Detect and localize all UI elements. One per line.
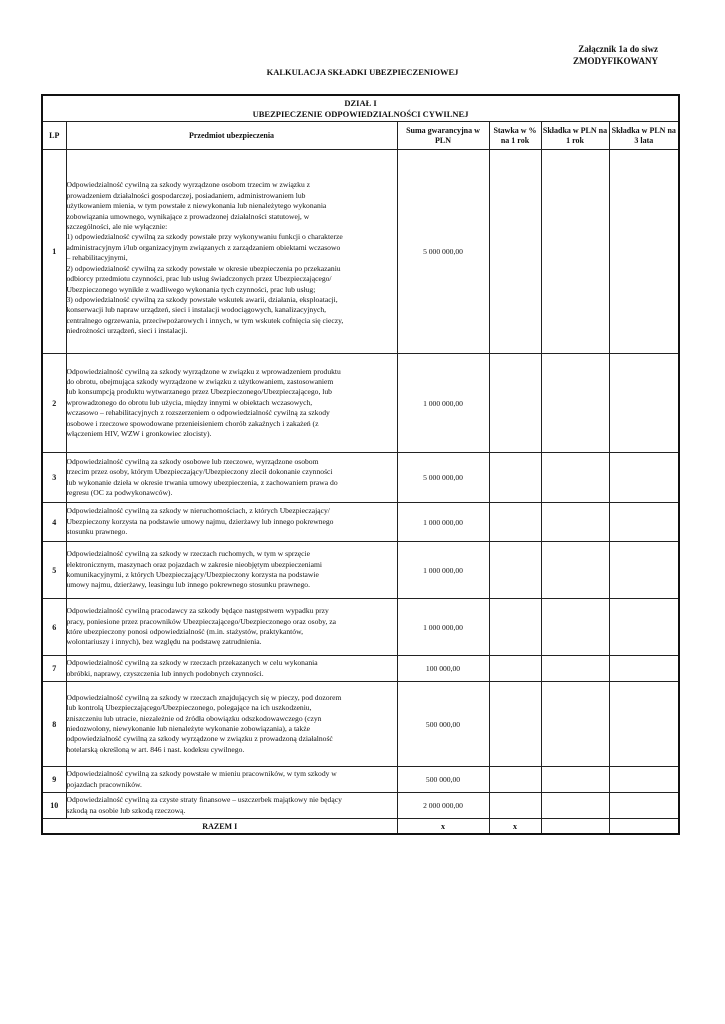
guarantee-sum: 500 000,00 <box>397 767 489 793</box>
subject-text-line: włączeniem HIV, WZW i gronkowiec złocisty). <box>66 429 212 439</box>
insurance-subject <box>66 656 397 682</box>
table-row <box>42 453 679 503</box>
subject-text-line: stosunku prawnego. <box>66 527 128 537</box>
total-premium-3y-input[interactable] <box>609 819 679 835</box>
subject-text-line: 2) odpowiedzialność cywilną za szkody powstałe w okresie ubezpieczenia po przekazaniu <box>66 263 341 273</box>
section-number: DZIAŁ I <box>344 97 377 108</box>
row-number: 8 <box>42 682 66 767</box>
rate-input-cell[interactable] <box>489 656 541 682</box>
modified-label: ZMODYFIKOWANY <box>573 56 658 66</box>
total-row <box>42 819 679 835</box>
premium-3y-input-cell[interactable] <box>609 453 679 503</box>
subject-text-line: centralnego ogrzewania, przeciwpożarowych i innych, w tym wskutek cofnięcia się cieczy, <box>66 315 344 325</box>
insurance-subject <box>66 453 397 503</box>
premium-1y-input-cell[interactable] <box>541 599 609 656</box>
guarantee-sum: 5 000 000,00 <box>397 453 489 503</box>
subject-text-line: niedrożności urządzeń, sieci i instalacji. <box>66 326 188 336</box>
subject-text-line: regresu (OC za podwykonawców). <box>66 487 173 497</box>
premium-calculation-table <box>41 94 680 835</box>
guarantee-sum: 1 000 000,00 <box>397 503 489 542</box>
subject-text-line: pracy, poniesione przez pracowników Ubezpieczającego/Ubezpieczonego oraz osoby, za <box>66 616 337 626</box>
table-row <box>42 793 679 819</box>
subject-text-line: 3) odpowiedzialność cywilną za szkody powstałe wskutek awarii, działania, eksploatacji, <box>66 294 338 304</box>
rate-input-cell[interactable] <box>489 793 541 819</box>
premium-3y-input-cell[interactable] <box>609 767 679 793</box>
section-header <box>42 95 679 122</box>
subject-text-line: umowy najmu, dzierżawy, leasingu lub innego pokrewnego stosunku prawnego. <box>66 580 311 590</box>
subject-text-line: 1) odpowiedzialność cywilną za szkody powstałe przy wykonywaniu funkcji o charakterze <box>66 232 343 242</box>
total-sum: x <box>397 819 489 835</box>
rate-input-cell[interactable] <box>489 150 541 354</box>
subject-text-line: odpowiedzialność cywilną za szkody wyrządzone w związku z prowadzoną działalność <box>66 734 333 744</box>
subject-text-line: Odpowiedzialność cywilną za szkody w rzeczach znajdujących się w pieczy, pod dozorem <box>66 692 342 702</box>
guarantee-sum: 2 000 000,00 <box>397 793 489 819</box>
subject-text-line: – rehabilitacyjnymi, <box>66 253 128 263</box>
premium-1y-input-cell[interactable] <box>541 767 609 793</box>
insurance-subject <box>66 767 397 793</box>
attachment-label: Załącznik 1a do siwz <box>578 44 658 54</box>
premium-3y-input-cell[interactable] <box>609 150 679 354</box>
subject-text-line: wolontariuszy i innych), bez względu na podstawę zatrudnienia. <box>66 637 262 647</box>
guarantee-sum: 1 000 000,00 <box>397 542 489 599</box>
subject-text-line: Ubezpieczonego wynikłe z wadliwego wykonania tych czynności, prac lub usług; <box>66 284 316 294</box>
guarantee-sum: 1 000 000,00 <box>397 354 489 453</box>
subject-text-line: Odpowiedzialność cywilną za czyste straty finansowe – uszczerbek majątkowy nie będący <box>66 795 342 805</box>
row-number: 10 <box>42 793 66 819</box>
premium-1y-input-cell[interactable] <box>541 542 609 599</box>
subject-text-line: szkodą na osobie lub szkodą rzeczową. <box>66 805 186 815</box>
section-header-row <box>42 95 679 122</box>
table-row <box>42 682 679 767</box>
subject-text-line: szczególności, ale nie wyłącznie: <box>66 222 168 232</box>
premium-3y-input-cell[interactable] <box>609 656 679 682</box>
subject-text-line: zobowiązania umownego, wynikające z prowadzonej działalności statutowej, w <box>66 211 310 221</box>
insurance-subject <box>66 354 397 453</box>
subject-text-line: Odpowiedzialność cywilną za szkody powstałe w mieniu pracowników, w tym szkody w <box>66 769 337 779</box>
subject-text-line: lub konsumpcją produktu wytwarzanego przez Ubezpieczonego/Ubezpieczającego, lub <box>66 387 332 397</box>
premium-1y-input-cell[interactable] <box>541 503 609 542</box>
guarantee-sum: 100 000,00 <box>397 656 489 682</box>
premium-1y-input-cell[interactable] <box>541 793 609 819</box>
subject-text-line: elektronicznym, maszynach oraz pojazdach w zakresie nieobjętym ubezpieczeniami <box>66 559 323 569</box>
premium-1y-input-cell[interactable] <box>541 453 609 503</box>
column-header-subject: Przedmiot ubezpieczenia <box>66 122 397 150</box>
premium-3y-input-cell[interactable] <box>609 793 679 819</box>
row-number: 4 <box>42 503 66 542</box>
guarantee-sum: 500 000,00 <box>397 682 489 767</box>
column-header-row <box>42 122 679 150</box>
subject-text-line: Ubezpieczony korzysta na podstawie umowy najmu, dzierżawy lub innego pokrewnego <box>66 516 334 526</box>
subject-text-line: użytkowaniem mienia, w tym powstałe z niewykonania lub nienależytego wykonania <box>66 201 327 211</box>
premium-1y-input-cell[interactable] <box>541 150 609 354</box>
subject-text-line: Odpowiedzialność cywilną za szkody w rzeczach ruchomych, w tym w sprzęcie <box>66 549 311 559</box>
subject-text-line: zniszczeniu lub utracie, niezależnie od źródła obowiązku odszkodowawczego (czyn <box>66 713 322 723</box>
premium-1y-input-cell[interactable] <box>541 656 609 682</box>
table-row <box>42 767 679 793</box>
column-header-premium-1y: Składka w PLN na 1 rok <box>541 122 609 150</box>
column-header-lp: LP <box>42 122 66 150</box>
table-row <box>42 354 679 453</box>
table-row <box>42 542 679 599</box>
premium-3y-input-cell[interactable] <box>609 682 679 767</box>
subject-text-line: Odpowiedzialność cywilną za szkody wyrządzone osobom trzecim w związku z <box>66 180 311 190</box>
table-row <box>42 503 679 542</box>
total-premium-1y-input[interactable] <box>541 819 609 835</box>
rate-input-cell[interactable] <box>489 767 541 793</box>
subject-text-line: które ubezpieczony ponosi odpowiedzialność (m.in. stażystów, praktykantów, <box>66 627 303 636</box>
row-number: 2 <box>42 354 66 453</box>
insurance-subject <box>66 503 397 542</box>
rate-input-cell[interactable] <box>489 682 541 767</box>
subject-text-line: obróbki, naprawy, czyszczenia lub innych podobnych czynności. <box>66 668 264 678</box>
column-header-rate: Stawka w % na 1 rok <box>489 122 541 150</box>
rate-input-cell[interactable] <box>489 453 541 503</box>
rate-input-cell[interactable] <box>489 354 541 453</box>
subject-text-line: trzecim przez osoby, którym Ubezpieczający/Ubezpieczony zlecił dokonanie czynności <box>66 467 333 477</box>
rate-input-cell[interactable] <box>489 503 541 542</box>
guarantee-sum: 1 000 000,00 <box>397 599 489 656</box>
subject-text-line: Odpowiedzialność cywilną za szkody w rzeczach przekazanych w celu wykonania <box>66 658 318 668</box>
subject-text-line: pojazdach pracowników. <box>66 779 142 789</box>
subject-text-line: Odpowiedzialność cywilną za szkody osobowe lub rzeczowe, wyrządzone osobom <box>66 456 319 466</box>
subject-text-line: prowadzeniem działalności gospodarczej, posiadaniem, administrowaniem lub <box>66 190 306 200</box>
rate-input-cell[interactable] <box>489 599 541 656</box>
row-number: 1 <box>42 150 66 354</box>
premium-3y-input-cell[interactable] <box>609 542 679 599</box>
insurance-subject <box>66 599 397 656</box>
subject-text-line: wczasowo – rehabilitacyjnych z rozszerzeniem o odpowiedzialność cywilną za szkody <box>66 408 330 418</box>
subject-text-line: niedozwolony, niewykonanie lub nienależyte wykonanie zobowiązania), a także <box>66 724 310 733</box>
table-body <box>42 150 679 819</box>
row-number: 9 <box>42 767 66 793</box>
subject-text-line: administracyjnym i/lub organizacyjnym związanych z zarządzaniem obiektami wczasowo <box>66 242 341 252</box>
row-number: 6 <box>42 599 66 656</box>
premium-3y-input-cell[interactable] <box>609 354 679 453</box>
table-row <box>42 656 679 682</box>
subject-text-line: hotelarską określoną w art. 846 i nast. kodeksu cywilnego. <box>66 744 245 754</box>
row-number: 3 <box>42 453 66 503</box>
section-title: UBEZPIECZENIE ODPOWIEDZIALNOŚCI CYWILNEJ <box>252 108 469 119</box>
subject-text-line: lub kontrolą Ubezpieczającego/Ubezpieczonego, polegające na ich uszkodzeniu, <box>66 703 312 713</box>
premium-1y-input-cell[interactable] <box>541 354 609 453</box>
premium-1y-input-cell[interactable] <box>541 682 609 767</box>
total-rate: x <box>489 819 541 835</box>
rate-input-cell[interactable] <box>489 542 541 599</box>
subject-text-line: wprowadzonego do obrotu lub użycia, między innymi w obiektach wczasowych, <box>66 397 313 407</box>
column-header-sum: Suma gwarancyjna w PLN <box>397 122 489 150</box>
document-title: KALKULACJA SKŁADKI UBEZPIECZENIOWEJ <box>266 67 459 77</box>
subject-text-line: Odpowiedzialność cywilną pracodawcy za szkody będące następstwem wypadku przy <box>66 606 329 616</box>
subject-text-line: konserwacji lub napraw urządzeń, sieci i instalacji wodociągowych, kanalizacyjnych, <box>66 305 327 315</box>
table-row <box>42 150 679 354</box>
subject-text-line: komunikacyjnymi, z których Ubezpieczający/Ubezpieczony korzysta na podstawie <box>66 570 319 579</box>
subject-text-line: lub wykonanie dzieła w okresie trwania umowy ubezpieczenia, z zachowaniem prawa do <box>66 477 338 487</box>
insurance-subject <box>66 542 397 599</box>
subject-text-line: osobowe i rzeczowe spowodowane przenieisieniem chorób zakaźnych i zakażeń (z <box>66 418 319 428</box>
subject-text-line: Odpowiedzialność cywilną za szkody w nieruchomościach, z których Ubezpieczający/ <box>66 506 330 516</box>
premium-3y-input-cell[interactable] <box>609 599 679 656</box>
row-number: 5 <box>42 542 66 599</box>
total-label: RAZEM I <box>42 819 397 835</box>
subject-text-line: odbiorcy przedmiotu czynności, prac lub usług świadczonych przez Ubezpieczającego/ <box>66 274 332 284</box>
guarantee-sum: 5 000 000,00 <box>397 150 489 354</box>
subject-text-line: Odpowiedzialność cywilną za szkody wyrządzone w związku z wprowadzeniem produktu <box>66 366 341 376</box>
premium-3y-input-cell[interactable] <box>609 503 679 542</box>
insurance-subject <box>66 793 397 819</box>
subject-text-line: do obrotu, obejmująca szkody wyrządzone w związku z użytkowaniem, zastosowaniem <box>66 376 334 386</box>
insurance-subject <box>66 150 397 354</box>
attachment-note <box>573 43 658 67</box>
table-row <box>42 599 679 656</box>
insurance-subject <box>66 682 397 767</box>
row-number: 7 <box>42 656 66 682</box>
column-header-premium-3y: Składka w PLN na 3 lata <box>609 122 679 150</box>
